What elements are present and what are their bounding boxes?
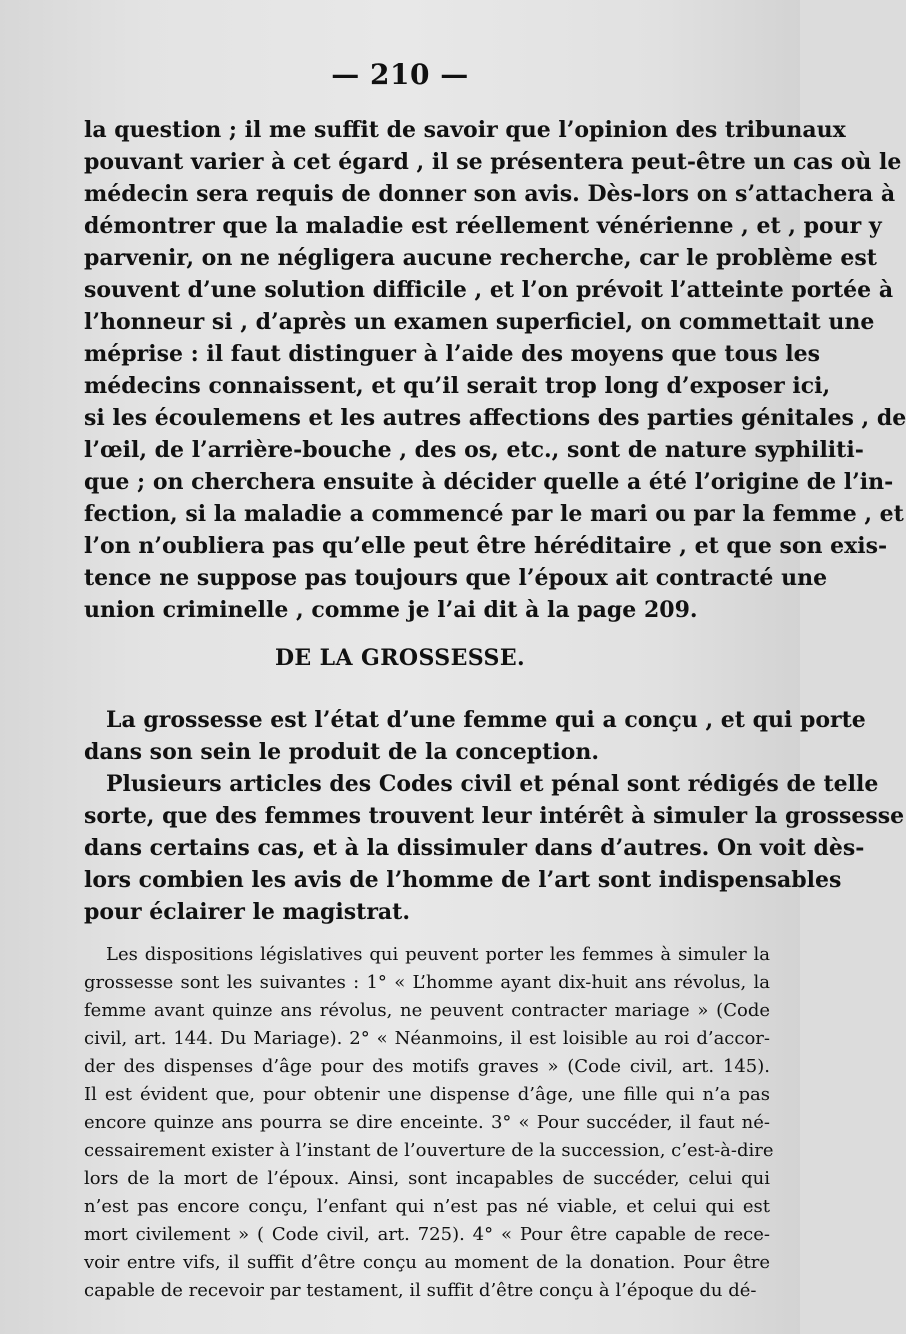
footnote-line: grossesse sont les suivantes : 1° « L’homme ayant dix-huit ans révolus, la — [84, 972, 770, 993]
section-paragraph-line: sorte, que des femmes trouvent leur intérêt à simuler la grossesse — [84, 803, 905, 829]
section-text — [84, 704, 905, 928]
main-paragraph-line: union criminelle , comme je l’ai dit à la page 209. — [84, 597, 698, 623]
footnote-line: Les dispositions législatives qui peuvent porter les femmes à simuler la — [106, 944, 770, 965]
section-paragraph-line: pour éclairer le magistrat. — [84, 899, 411, 925]
main-paragraph-line: si les écoulemens et les autres affections des parties génitales , de — [84, 405, 906, 431]
main-paragraph-line: pouvant varier à cet égard , il se présentera peut-être un cas où le — [84, 149, 902, 175]
main-paragraph — [84, 114, 906, 626]
section-paragraph-line: Plusieurs articles des Codes civil et pénal sont rédigés de telle — [106, 771, 879, 797]
section-heading: DE LA GROSSESSE. — [274, 645, 526, 671]
main-paragraph-line: démontrer que la maladie est réellement vénérienne , et , pour y — [84, 213, 882, 239]
footnote-line: civil, art. 144. Du Mariage). 2° « Néanmoins, il est loisible au roi d’accor- — [84, 1028, 770, 1049]
section-paragraph-line: dans certains cas, et à la dissimuler dans d’autres. On voit dès- — [84, 835, 865, 861]
main-paragraph-line: souvent d’une solution difficile , et l’on prévoit l’atteinte portée à — [84, 277, 894, 303]
footnote-line: Il est évident que, pour obtenir une dispense d’âge, une fille qui n’a pas — [84, 1084, 770, 1105]
main-paragraph-line: la question ; il me suffit de savoir que l’opinion des tribunaux — [84, 117, 846, 143]
main-paragraph-line: fection, si la maladie a commencé par le mari ou par la femme , et — [84, 501, 904, 527]
footnote-line: encore quinze ans pourra se dire enceinte. 3° « Pour succéder, il faut né- — [84, 1112, 770, 1133]
main-paragraph-line: médecins connaissent, et qu’il serait trop long d’exposer ici, — [84, 373, 831, 399]
footnote-line: lors de la mort de l’époux. Ainsi, sont incapables de succéder, celui qui — [84, 1168, 770, 1189]
main-paragraph-line: méprise : il faut distinguer à l’aide des moyens que tous les — [84, 341, 821, 367]
main-paragraph-line: que ; on cherchera ensuite à décider quelle a été l’origine de l’in- — [84, 469, 894, 495]
footnote-line: cessairement exister à l’instant de l’ouverture de la succession, c’est-à-dire — [84, 1140, 774, 1161]
footnote-line: voir entre vifs, il suffit d’être conçu au moment de la donation. Pour être — [84, 1252, 770, 1273]
main-paragraph-line: l’on n’oubliera pas qu’elle peut être héréditaire , et que son exis- — [84, 533, 888, 559]
footnote-line: n’est pas encore conçu, l’enfant qui n’est pas né viable, et celui qui est — [84, 1196, 770, 1217]
page-number: — 210 — — [331, 58, 469, 91]
footnote-line: capable de recevoir par testament, il suffit d’être conçu à l’époque du dé- — [84, 1280, 757, 1301]
main-paragraph-line: l’honneur si , d’après un examen superficiel, on commettait une — [84, 309, 875, 335]
footnote-line: der des dispenses d’âge pour des motifs graves » (Code civil, art. 145). — [84, 1056, 770, 1077]
footnote-line: femme avant quinze ans révolus, ne peuvent contracter mariage » (Code — [84, 1000, 770, 1021]
main-paragraph-line: médecin sera requis de donner son avis. Dès-lors on s’attachera à — [84, 181, 896, 207]
footnote-line: mort civilement » ( Code civil, art. 725). 4° « Pour être capable de rece- — [84, 1224, 770, 1245]
section-paragraph-line: lors combien les avis de l’homme de l’art sont indispensables — [84, 867, 842, 893]
section-paragraph-line: La grossesse est l’état d’une femme qui a conçu , et qui porte — [106, 707, 866, 733]
section-paragraph-line: dans son sein le produit de la conception. — [84, 739, 600, 765]
main-paragraph-line: l’œil, de l’arrière-bouche , des os, etc., sont de nature syphiliti- — [84, 437, 864, 463]
main-paragraph-line: parvenir, on ne négligera aucune recherche, car le problème est — [84, 245, 877, 271]
main-paragraph-line: tence ne suppose pas toujours que l’époux ait contracté une — [84, 565, 828, 591]
footnote-block — [84, 941, 774, 1305]
